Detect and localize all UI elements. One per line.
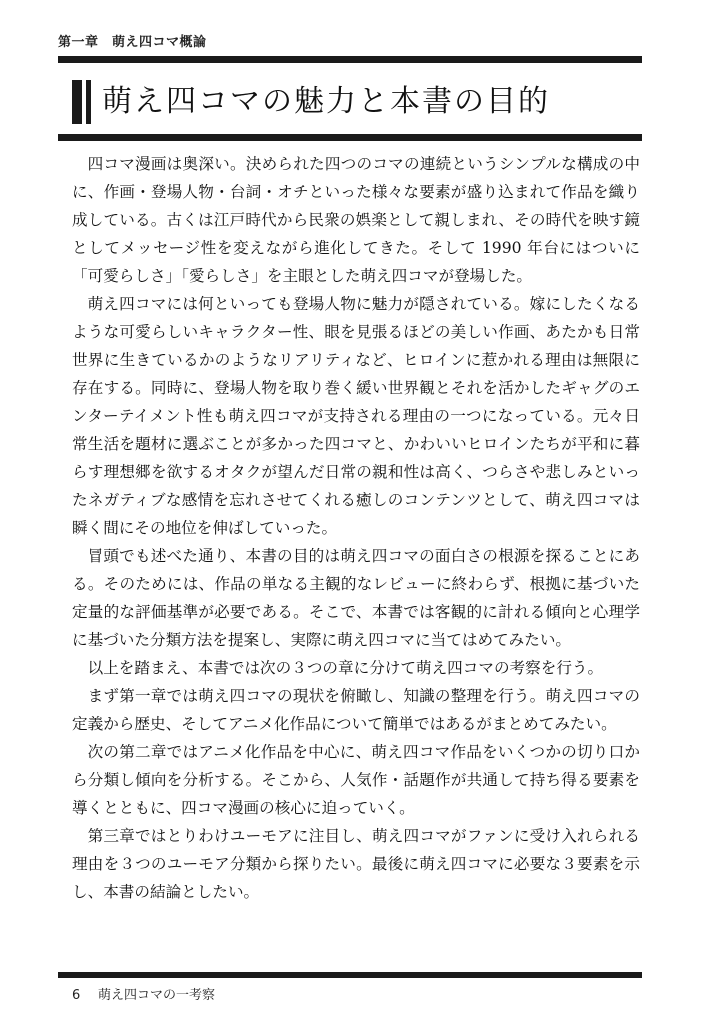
title-bar-thin [86,80,91,124]
paragraph-3: 冒頭でも述べた通り、本書の目的は萌え四コマの面白さの根源を探ることにある。そのためには、作品の単なる主観的なレビューに終わらず、根拠に基づいた定量的な評価基準が必要である。そこで、本書では客観的に計れる傾向と心理学に基づいた分類方法を提案し、実際に萌え四コマに当てはめてみたい。 [72,547,640,649]
header-rule [58,56,642,63]
paragraph-7: 第三章ではとりわけユーモアに注目し、萌え四コマがファンに受け入れられる理由を３つのユーモア分類から探りたい。最後に萌え四コマに必要な３要素を示し、本書の結論としたい。 [72,827,640,901]
page-number: 6 [72,988,81,1003]
title-rule [58,134,642,141]
footer-rule [58,972,642,978]
running-header-chapter: 第一章 萌え四コマ概論 [58,35,207,50]
page-footer [72,986,372,1006]
title-bar-ornament [72,80,96,124]
footer-book-title: 萌え四コマの一考察 [98,988,216,1003]
paragraph-1: 四コマ漫画は奥深い。決められた四つのコマの連続というシンプルな構成の中に、作画・登場人物・台詞・オチといった様々な要素が盛り込まれて作品を織り成している。古くは江戸時代から民衆の娯楽として親しまれ、その時代を映す鏡としてメッセージ性を変えながら進化してきた。そして 1990 年台にはついに「可愛らしさ」「愛らしさ」を主眼とした萌え四コマが登場した。 [72,155,640,285]
page-title: 萌え四コマの魅力と本書の目的 [102,84,550,119]
paragraph-2: 萌え四コマには何といっても登場人物に魅力が隠されている。嫁にしたくなるような可愛らしいキャラクター性、眼を見張るほどの美しい作画、あたかも日常世界に生きているかのようなリアリティなど、ヒロインに惹かれる理由は無限に存在する。同時に、登場人物を取り巻く緩い世界観とそれを活かしたギャグのエンターテイメント性も萌え四コマが支持される理由の一つになっている。元々日常生活を題材に選ぶことが多かった四コマと、かわいいヒロインたちが平和に暮らす理想郷を欲するオタクが望んだ日常の親和性は高く、つらさや悲しみといったネガティブな感情を忘れさせてくれる癒しのコンテンツとして、萌え四コマは瞬く間にその地位を伸ばしていった。 [72,295,640,537]
paragraph-5: まず第一章では萌え四コマの現状を俯瞰し、知識の整理を行う。萌え四コマの定義から歴史、そしてアニメ化作品について簡単ではあるがまとめてみたい。 [72,687,640,733]
title-bar-thick [72,80,82,124]
paragraph-4: 以上を踏まえ、本書では次の３つの章に分けて萌え四コマの考察を行う。 [87,659,604,677]
body-text [72,150,640,906]
paragraph-6: 次の第二章ではアニメ化作品を中心に、萌え四コマ作品をいくつかの切り口から分類し傾向を分析する。そこから、人気作・話題作が共通して持ち得る要素を導くとともに、四コマ漫画の核心に迫っていく。 [72,743,640,817]
